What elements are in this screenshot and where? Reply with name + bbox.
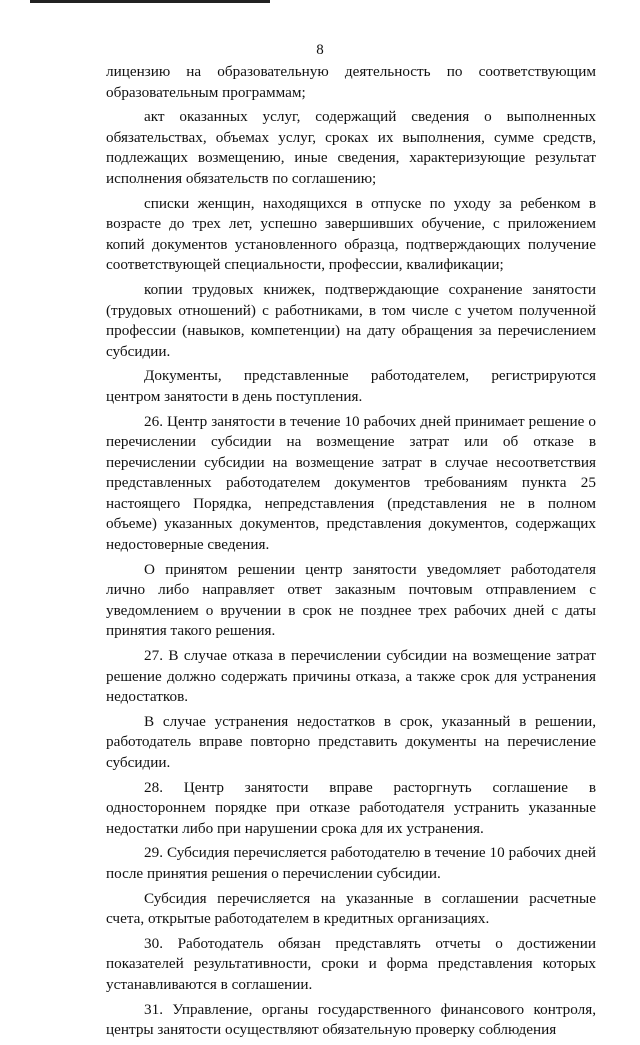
paragraph-2: акт оказанных услуг, содержащий сведения о выполненных обязательствах, объемах услуг, сроках их выполнения, сумме средств, подлежащих возмещению, иные сведения, характеризующие результат исполнения обязательств по соглашению; bbox=[106, 108, 596, 187]
top-rule bbox=[30, 0, 270, 3]
document-body bbox=[106, 62, 596, 1045]
paragraph-8: 27. В случае отказа в перечислении субсидии на возмещение затрат решение должно содержать причины отказа, а также срок для устранения недостатков. bbox=[106, 647, 596, 706]
paragraph-4: копии трудовых книжек, подтверждающие сохранение занятости (трудовых отношений) с работниками, в том числе с учетом полученной профессии (навыков, компетенции) на дату обращения за перечислением субсидии. bbox=[106, 280, 596, 360]
paragraph-7: О принятом решении центр занятости уведомляет работодателя лично либо направляет ответ заказным почтовым отправлением с уведомлением о вручении в срок не позднее трех рабочих дней с даты принятия такого решения. bbox=[106, 560, 596, 640]
paragraph-1: лицензию на образовательную деятельность по соответствующим образовательным программам; bbox=[106, 63, 596, 101]
paragraph-3: списки женщин, находящихся в отпуске по уходу за ребенком в возрасте до трех лет, успешно завершивших обучение, с приложением копий документов установленного образца, подтверждающих получение соответствующей специальности, профессии, квалификации; bbox=[106, 194, 596, 274]
paragraph-11: 29. Субсидия перечисляется работодателю в течение 10 рабочих дней после принятия решения о перечислении субсидии. bbox=[106, 844, 596, 882]
paragraph-9: В случае устранения недостатков в срок, указанный в решении, работодатель вправе повторно представить документы на перечисление субсидии. bbox=[106, 712, 596, 771]
paragraph-6: 26. Центр занятости в течение 10 рабочих дней принимает решение о перечислении субсидии на возмещение затрат или об отказе в перечислении субсидии на возмещение затрат в случае несоответствия представленных работодателем документов требованиям пункта 25 настоящего Порядка, непредставления (представления не в полном объеме) указанных документов, представления документов, содержащих недостоверные сведения. bbox=[106, 412, 596, 554]
paragraph-14: 31. Управление, органы государственного финансового контроля, центры занятости осуществляют обязательную проверку соблюдения bbox=[106, 1000, 596, 1039]
paragraph-5: Документы, представленные работодателем, регистрируются центром занятости в день поступления. bbox=[106, 367, 596, 405]
paragraph-13: 30. Работодатель обязан представлять отчеты о достижении показателей результативности, сроки и форма представления которых устанавливаются в соглашении. bbox=[106, 934, 596, 993]
page-number: 8 bbox=[316, 42, 324, 58]
paragraph-10: 28. Центр занятости вправе расторгнуть соглашение в одностороннем порядке при отказе работодателя устранить указанные недостатки либо при нарушении срока для их устранения. bbox=[106, 778, 596, 837]
paragraph-12: Субсидия перечисляется на указанные в соглашении расчетные счета, открытые работодателем в кредитных организациях. bbox=[106, 889, 596, 928]
